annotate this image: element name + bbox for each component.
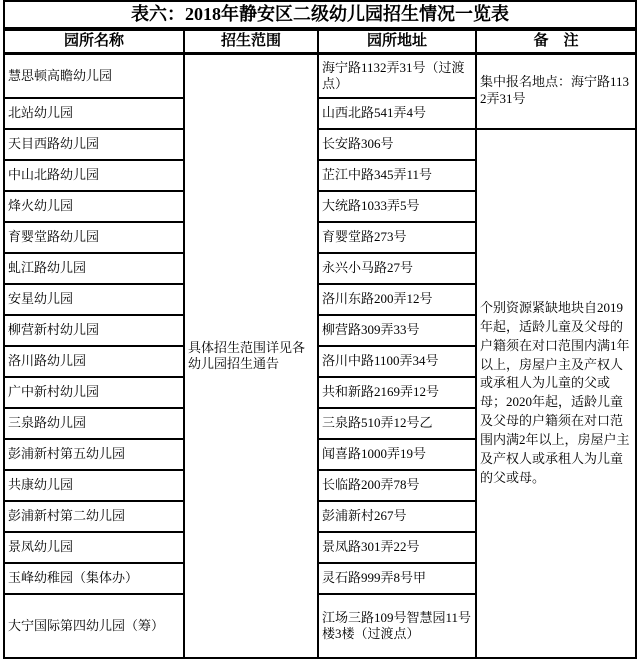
kindergarten-name: 虬江路幼儿园 — [4, 253, 184, 284]
note-cell-registration: 集中报名地点：海宁路1132弄31号 — [476, 53, 636, 129]
kindergarten-name: 中山北路幼儿园 — [4, 160, 184, 191]
kindergarten-address: 闻喜路1000弄19号 — [318, 439, 476, 470]
kindergarten-name: 北站幼儿园 — [4, 98, 184, 129]
kindergarten-name: 天目西路幼儿园 — [4, 129, 184, 160]
kindergarten-name: 柳营新村幼儿园 — [4, 315, 184, 346]
kindergarten-address: 共和新路2169弄12号 — [318, 377, 476, 408]
column-header-address: 园所地址 — [318, 29, 476, 53]
kindergarten-address: 彭浦新村267号 — [318, 501, 476, 532]
kindergarten-name: 育婴堂路幼儿园 — [4, 222, 184, 253]
kindergarten-address: 育婴堂路273号 — [318, 222, 476, 253]
kindergarten-name: 玉峰幼稚园（集体办） — [4, 563, 184, 594]
kindergarten-address: 柳营路309弄33号 — [318, 315, 476, 346]
kindergarten-name: 烽火幼儿园 — [4, 191, 184, 222]
kindergarten-name: 三泉路幼儿园 — [4, 408, 184, 439]
kindergarten-name: 广中新村幼儿园 — [4, 377, 184, 408]
kindergarten-address: 山西北路541弄4号 — [318, 98, 476, 129]
scope-cell: 具体招生范围详见各幼儿园招生通告 — [184, 53, 318, 658]
kindergarten-name: 慧思顿高瞻幼儿园 — [4, 53, 184, 98]
page-title: 表六：2018年静安区二级幼儿园招生情况一览表 — [4, 1, 636, 29]
table-row — [4, 53, 636, 98]
kindergarten-address: 长临路200弄78号 — [318, 470, 476, 501]
note-cell-policy: 个别资源紧缺地块自2019年起，适龄儿童及父母的户籍须在对口范围内满1年以上，房屋户主及产权人或承租人为儿童的父或母；2020年起，适龄儿童及父母的户籍须在对口范围内满2年以上，房屋户主及产权人或承租人为儿童的父或母。 — [476, 129, 636, 658]
kindergarten-name: 洛川路幼儿园 — [4, 346, 184, 377]
kindergarten-name: 安星幼儿园 — [4, 284, 184, 315]
kindergarten-address: 三泉路510弄12号乙 — [318, 408, 476, 439]
kindergarten-address: 景凤路301弄22号 — [318, 532, 476, 563]
column-header-name: 园所名称 — [4, 29, 184, 53]
kindergarten-address: 长安路306号 — [318, 129, 476, 160]
kindergarten-name: 彭浦新村第五幼儿园 — [4, 439, 184, 470]
kindergarten-address: 江场三路109号智慧园11号楼3楼（过渡点） — [318, 594, 476, 658]
enrollment-table — [3, 0, 637, 659]
kindergarten-address: 洛川东路200弄12号 — [318, 284, 476, 315]
kindergarten-address: 永兴小马路27号 — [318, 253, 476, 284]
header-row — [4, 29, 636, 53]
kindergarten-address: 灵石路999弄8号甲 — [318, 563, 476, 594]
kindergarten-name: 共康幼儿园 — [4, 470, 184, 501]
kindergarten-address: 芷江中路345弄11号 — [318, 160, 476, 191]
kindergarten-address: 大统路1033弄5号 — [318, 191, 476, 222]
table-row — [4, 129, 636, 160]
kindergarten-name: 彭浦新村第二幼儿园 — [4, 501, 184, 532]
kindergarten-name: 大宁国际第四幼儿园（筹） — [4, 594, 184, 658]
column-header-note: 备 注 — [476, 29, 636, 53]
kindergarten-name: 景凤幼儿园 — [4, 532, 184, 563]
column-header-scope: 招生范围 — [184, 29, 318, 53]
kindergarten-address: 海宁路1132弄31号（过渡点） — [318, 53, 476, 98]
kindergarten-address: 洛川中路1100弄34号 — [318, 346, 476, 377]
title-row — [4, 1, 636, 29]
